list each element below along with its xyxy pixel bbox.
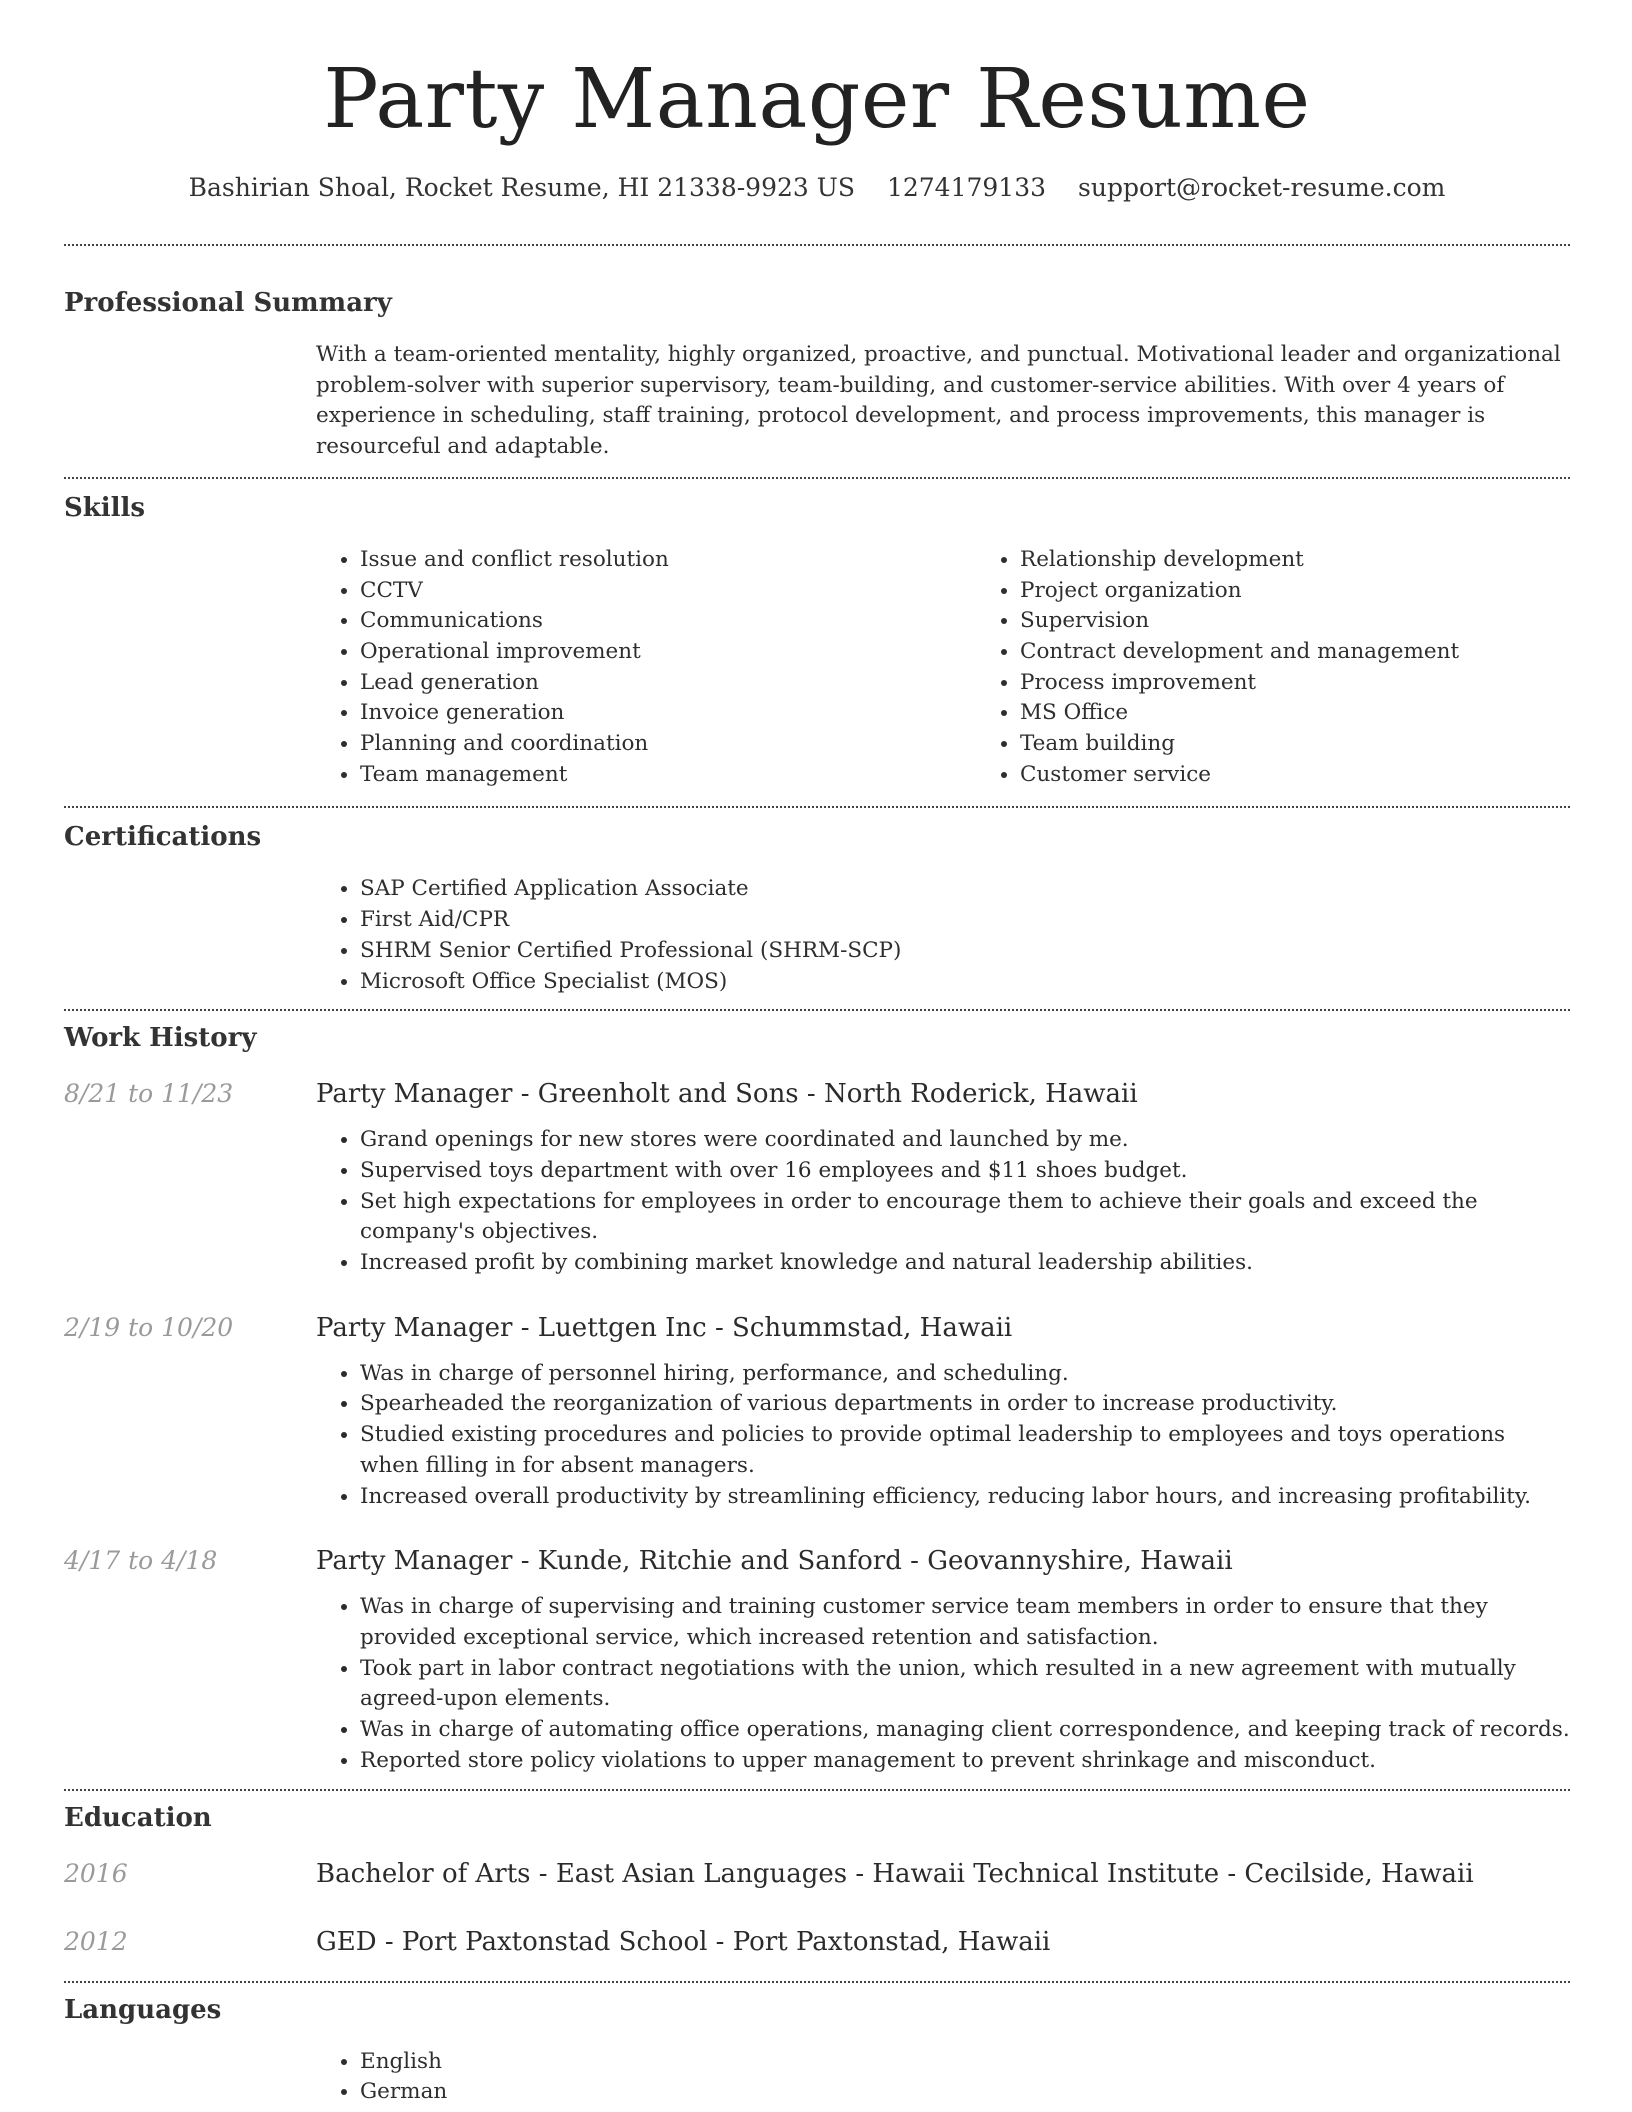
education-year: 2012 (64, 1926, 128, 1956)
summary-body (316, 340, 1570, 463)
skill-item: • Team management (360, 760, 976, 791)
job-title: Party Manager - Luettgen Inc - Schummstad, Hawaii (316, 1312, 1013, 1343)
skill-item: • MS Office (1020, 698, 1632, 729)
languages-heading: Languages (64, 1994, 222, 2025)
job-bullets (316, 1359, 1570, 1513)
job-bullet: • Was in charge of automating office operations, managing client correspondence, and keeping track of records. (360, 1715, 1570, 1746)
contact-address: Bashirian Shoal, Rocket Resume, HI 21338-9923 US (188, 173, 855, 202)
skill-item: • Process improvement (1020, 668, 1632, 699)
section-divider (64, 244, 1570, 246)
education-title: Bachelor of Arts - East Asian Languages - Hawaii Technical Institute - Cecilside, Hawaii (316, 1858, 1474, 1889)
certification-item: • SAP Certified Application Associate (360, 874, 1570, 905)
skill-item: • Project organization (1020, 576, 1632, 607)
job-bullet: • Was in charge of supervising and training customer service team members in order to ensure that they provided exceptional service, which increased retention and satisfaction. (360, 1592, 1570, 1653)
job-bullet: • Spearheaded the reorganization of various departments in order to increase productivity. (360, 1389, 1570, 1420)
job-bullet: • Took part in labor contract negotiations with the union, which resulted in a new agreement with mutually agreed-upon elements. (360, 1654, 1570, 1715)
education-heading: Education (64, 1802, 212, 1833)
section-divider (64, 1009, 1570, 1011)
job-entry (64, 1311, 1570, 1513)
certification-item: • Microsoft Office Specialist (MOS) (360, 967, 1570, 998)
education-year: 2016 (64, 1858, 128, 1888)
work-section (64, 1021, 1570, 1776)
job-bullet: • Was in charge of personnel hiring, performance, and scheduling. (360, 1359, 1570, 1390)
certifications-section (64, 820, 1570, 997)
skills-list-left (316, 545, 976, 791)
job-bullet: • Increased overall productivity by streamlining efficiency, reducing labor hours, and increasing profitability. (360, 1482, 1570, 1513)
skill-item: • Contract development and management (1020, 637, 1632, 668)
work-heading: Work History (64, 1023, 257, 1054)
skill-item: • Supervision (1020, 606, 1632, 637)
skill-item: • Operational improvement (360, 637, 976, 668)
certifications-heading: Certifications (64, 822, 262, 853)
skill-item: • Issue and conflict resolution (360, 545, 976, 576)
job-bullet: • Reported store policy violations to upper management to prevent shrinkage and misconduct. (360, 1746, 1570, 1777)
resume-title: Party Manager Resume (323, 52, 1311, 147)
job-entry (64, 1544, 1570, 1776)
certification-item: • First Aid/CPR (360, 905, 1570, 936)
section-divider (64, 1789, 1570, 1791)
languages-section (64, 1993, 1570, 2108)
education-section (64, 1801, 1570, 1959)
contact-phone: 1274179133 (886, 173, 1047, 202)
language-item: • German (360, 2077, 1570, 2108)
skills-heading: Skills (64, 492, 146, 523)
languages-body (316, 2047, 1570, 2108)
contact-email: support@rocket-resume.com (1078, 173, 1446, 202)
skill-item: • Relationship development (1020, 545, 1632, 576)
languages-list (316, 2047, 1570, 2108)
skill-item: • Planning and coordination (360, 729, 976, 760)
job-bullets (316, 1125, 1570, 1279)
certifications-list (316, 874, 1570, 997)
skill-item: • Team building (1020, 729, 1632, 760)
section-divider (64, 1981, 1570, 1983)
education-entry (64, 1857, 1570, 1891)
skills-section (64, 491, 1570, 791)
skills-list-right (976, 545, 1632, 791)
job-title: Party Manager - Greenholt and Sons - North Roderick, Hawaii (316, 1079, 1138, 1110)
job-entry (64, 1077, 1570, 1279)
skills-columns (316, 545, 1570, 791)
job-dates: 4/17 to 4/18 (64, 1546, 218, 1576)
summary-text: With a team-oriented mentality, highly organized, proactive, and punctual. Motivational leader and organizational problem-solver with superior supervisory, team-building, and customer-service abilities. With over 4 years of experience in scheduling, staff training, protocol development, and process improvements, this manager is resourceful and adaptable. (316, 342, 1561, 460)
job-bullet: • Supervised toys department with over 16 employees and $11 shoes budget. (360, 1156, 1570, 1187)
section-divider (64, 806, 1570, 808)
job-bullet: • Increased profit by combining market knowledge and natural leadership abilities. (360, 1248, 1570, 1279)
job-bullet: • Set high expectations for employees in order to encourage them to achieve their goals and exceed the company's objectives. (360, 1187, 1570, 1248)
job-bullets (316, 1592, 1570, 1776)
education-title: GED - Port Paxtonstad School - Port Paxtonstad, Hawaii (316, 1926, 1051, 1957)
skill-item: • Invoice generation (360, 698, 976, 729)
summary-section (64, 286, 1570, 463)
job-bullet: • Studied existing procedures and policies to provide optimal leadership to employees and toys operations when filling in for absent managers. (360, 1420, 1570, 1481)
skill-item: • Lead generation (360, 668, 976, 699)
certifications-body (316, 874, 1570, 997)
education-entry (64, 1925, 1570, 1959)
resume-page (64, 0, 1570, 2108)
language-item: • English (360, 2047, 1570, 2078)
job-dates: 8/21 to 11/23 (64, 1079, 234, 1109)
job-dates: 2/19 to 10/20 (64, 1312, 234, 1342)
skill-item: • Customer service (1020, 760, 1632, 791)
certification-item: • SHRM Senior Certified Professional (SHRM-SCP) (360, 936, 1570, 967)
skill-item: • CCTV (360, 576, 976, 607)
section-divider (64, 477, 1570, 479)
summary-heading: Professional Summary (64, 288, 392, 318)
contact-line (64, 172, 1570, 204)
job-title: Party Manager - Kunde, Ritchie and Sanford - Geovannyshire, Hawaii (316, 1546, 1233, 1577)
skill-item: • Communications (360, 606, 976, 637)
job-bullet: • Grand openings for new stores were coordinated and launched by me. (360, 1125, 1570, 1156)
